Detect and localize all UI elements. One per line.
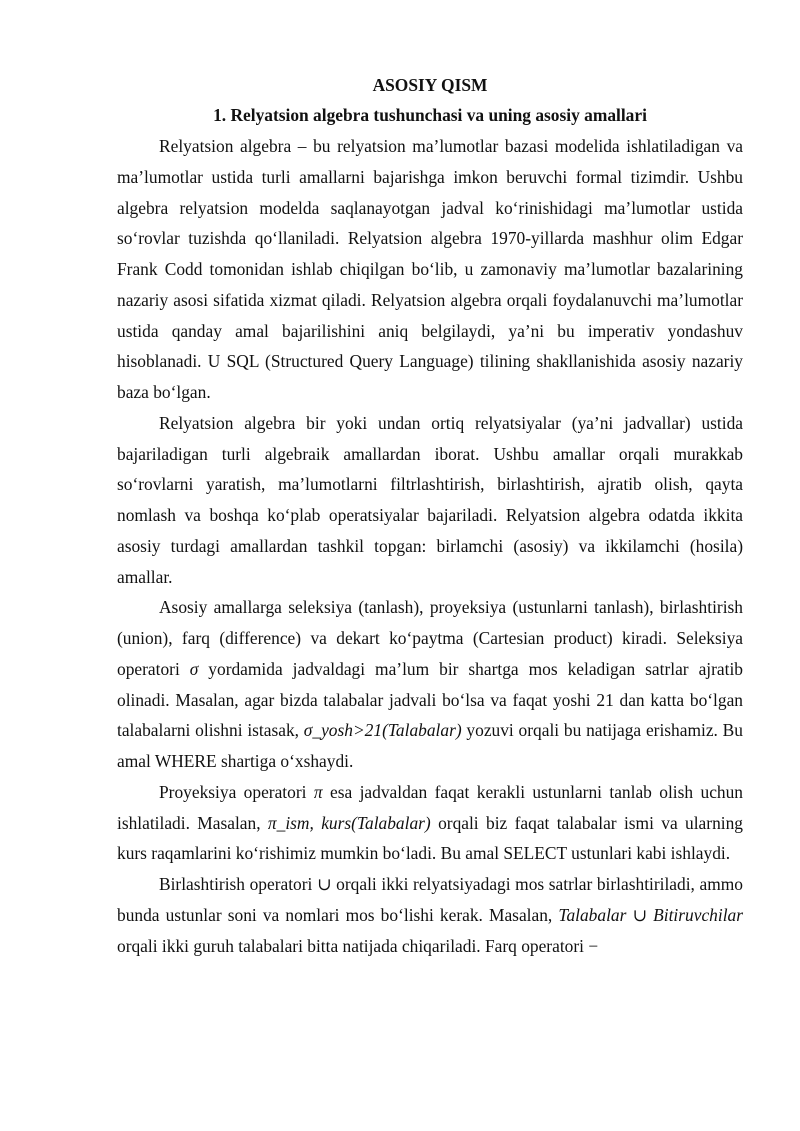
paragraph-text: yordamida jadvaldagi ma’lum bir shartga mos keladigan satrlar ajratib olinadi. Masalan, agar bizda talabalar jadvali bo‘lsa va faqat yoshi 21 dan katta bo‘lgan talabalarni olishni istasak, [117,658,743,741]
paragraph-text: Proyeksiya operatori [159,781,314,802]
paragraph-intro [117,131,743,408]
section-heading: 1. Relyatsion algebra tushunchasi va uning asosiy amallari [213,105,647,125]
sigma-symbol: σ [189,658,199,679]
projection-expression: π_ism, kurs(Talabalar) [267,812,431,833]
document-page [117,70,743,961]
paragraph-operations [117,408,743,593]
paragraph-text: orqali ikki guruh talabalari bitta natijada chiqariladi. Farq operatori − [117,935,599,956]
main-heading: ASOSIY QISM [372,75,488,95]
paragraph-text: esa jadvaldan faqat kerakli ustunlarni tanlab olish uchun ishlatiladi. Masalan, [117,781,743,833]
paragraph-text: orqali biz faqat talabalar ismi va ularning kurs raqamlarini ko‘rishimiz mumkin bo‘ladi. Bu amal SELECT ustunlari kabi ishlaydi. [117,812,743,864]
paragraph-projection [117,777,743,869]
paragraph-text: Relyatsion algebra bir yoki undan ortiq relyatsiyalar (ya’ni jadvallar) ustida bajariladigan turli algebraik amallardan iborat. Ushbu amallar orqali murakkab so‘rovlarni yaratish, ma’lumotlarni filtrlashtirish, birlashtirish, ajratib olish, qayta nomlash va boshqa ko‘plab operatsiyalar bajariladi. Relyatsion algebra odatda ikkita asosiy turdagi amallardan tashkil topgan: birlamchi (asosiy) va ikkilamchi (hosila) amallar. [117,412,743,587]
pi-symbol: π [313,781,323,802]
paragraph-selection [117,592,743,777]
paragraph-text: Relyatsion algebra – bu relyatsion ma’lumotlar bazasi modelida ishlatiladigan va ma’lumotlar ustida turli amallarni bajarishga imkon beruvchi formal tizimdir. Ushbu algebra relyatsion modelda saqlanayotgan jadval ko‘rinishidagi ma’lumotlar ustida so‘rovlar tuzishda qo‘llaniladi. Relyatsion algebra 1970-yillarda mashhur olim Edgar Frank Codd tomonidan ishlab chiqilgan bo‘lib, u zamonaviy ma’lumotlar bazalarining nazariy asosi sifatida xizmat qiladi. Relyatsion algebra orqali foydalanuvchi ma’lumotlar ustida qanday amal bajarilishini aniq belgilaydi, ya’ni bu imperativ yondashuv hisoblanadi. U SQL (Structured Query Language) tilining shakllanishida asosiy nazariy baza bo‘lgan. [117,136,743,402]
paragraph-text: yozuvi orqali bu natijaga erishamiz. Bu amal WHERE shartiga o‘xshaydi. [117,720,743,771]
union-expression: Talabalar ∪ Bitiruvchilar [558,904,743,925]
paragraph-union [117,869,743,961]
paragraph-text: Birlashtirish operatori ∪ orqali ikki relyatsiyadagi mos satrlar birlashtiriladi, ammo bunda ustunlar soni va nomlari mos bo‘lishi kerak. Masalan, [117,874,743,925]
paragraph-text: Asosiy amallarga seleksiya (tanlash), proyeksiya (ustunlarni tanlash), birlashtirish (union), farq (difference) va dekart ko‘paytma (Cartesian product) kiradi. Seleksiya operatori [117,597,743,679]
selection-expression: σ_yosh>21(Talabalar) [303,720,462,741]
